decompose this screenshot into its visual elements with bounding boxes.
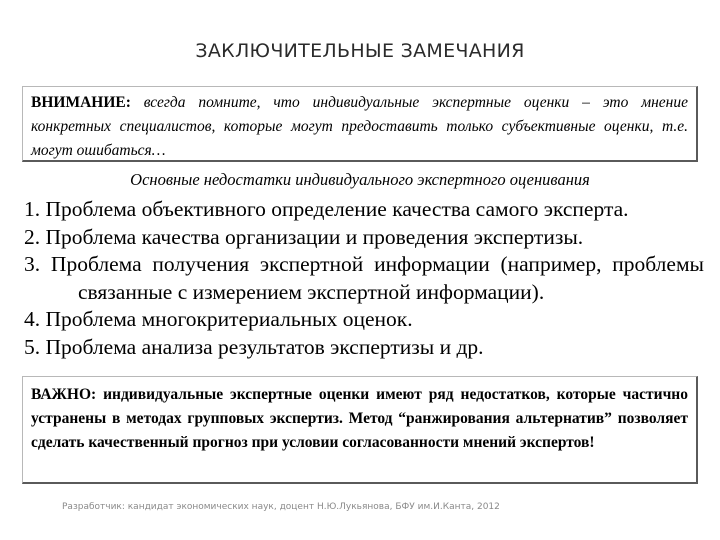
- attention-note-box: [22, 86, 698, 162]
- problem-item-5: 5. Проблема анализа результатов экспертизы и др.: [24, 334, 484, 359]
- important-text: ВАЖНО: индивидуальные экспертные оценки имеют ряд недостатков, которые частично устранены в методах групповых экспертиз. Метод “ранжирования альтернатив” позволяет сделать качественный прогноз при условии согласованности мнений экспертов!: [31, 386, 688, 451]
- attention-label: ВНИМАНИЕ:: [31, 94, 131, 111]
- problem-item-3: 3. Проблема получения экспертной информации (например, проблемы: [24, 252, 704, 276]
- section-subtitle: Основные недостатки индивидуального экспертного оценивания: [130, 170, 590, 189]
- slide-title: ЗАКЛЮЧИТЕЛЬНЫЕ ЗАМЕЧАНИЯ: [195, 40, 525, 62]
- problem-item-4: 4. Проблема многокритериальных оценок.: [24, 307, 413, 331]
- problem-item-1: 1. Проблема объективного определение качества самого эксперта.: [24, 197, 629, 221]
- important-note-box: [22, 376, 698, 484]
- author-footer: Разработчик: кандидат экономических наук, доцент Н.Ю.Лукьянова, БФУ им.И.Канта, 2012: [62, 502, 500, 512]
- problem-item-3-continuation: связанные с измерением экспертной информации).: [78, 279, 545, 304]
- attention-text: всегда помните, что индивидуальные экспертные оценки – это мнение конкретных специалистов, которые могут предоставить только субъективные оценки, т.е. могут ошибаться…: [31, 94, 689, 159]
- problem-item-2: 2. Проблема качества организации и проведения экспертизы.: [24, 224, 584, 249]
- problem-list: [24, 196, 704, 361]
